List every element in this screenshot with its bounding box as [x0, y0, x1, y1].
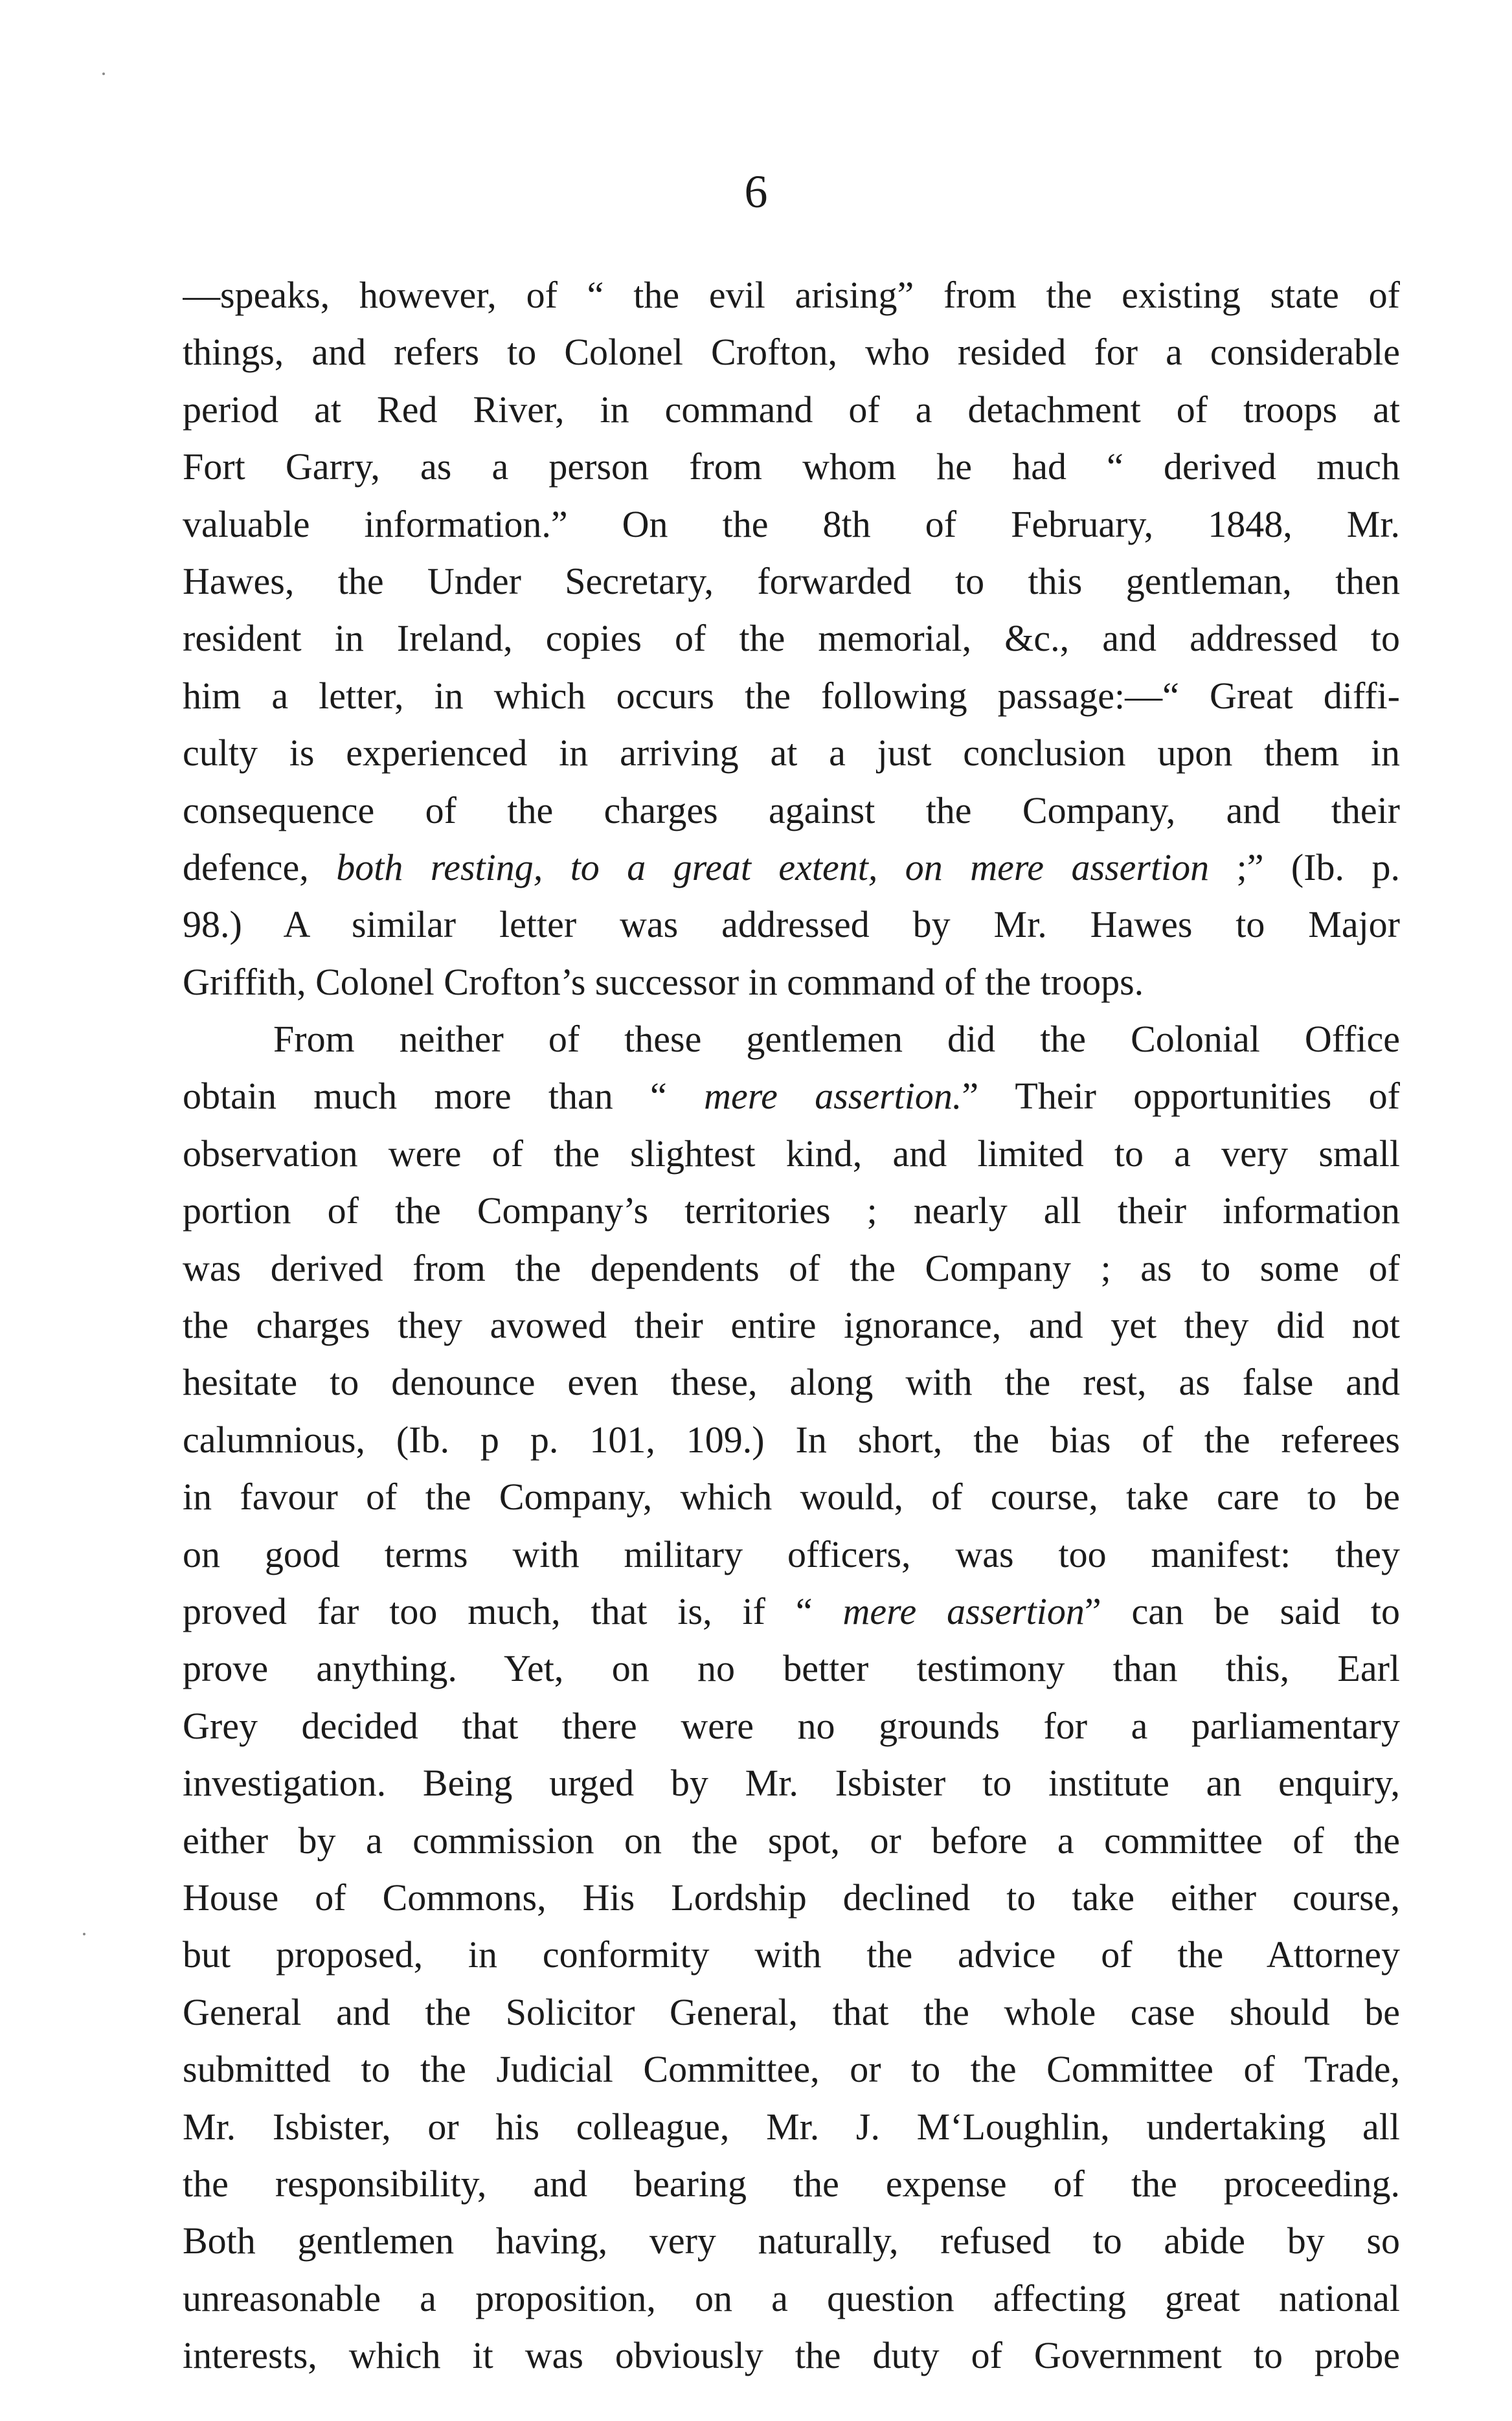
- text-line: hesitate to denounce even these, along with the rest, as false and: [183, 1361, 1400, 1404]
- text-line: him a letter, in which occurs the following passage:—“ Great diffi-: [183, 674, 1400, 717]
- text-line: the responsibility, and bearing the expense of the proceeding.: [183, 2162, 1400, 2205]
- text-line: Griffith, Colonel Crofton’s successor in command of the troops.: [183, 960, 1144, 1003]
- text-line: prove anything. Yet, on no better testimony than this, Earl: [183, 1647, 1400, 1690]
- text-line: interests, which it was obviously the duty of Government to probe: [183, 2334, 1400, 2377]
- text-line: House of Commons, His Lordship declined to take either course,: [183, 1876, 1400, 1919]
- text-line: General and the Solicitor General, that the whole case should be: [183, 1990, 1400, 2033]
- text-line: observation were of the slightest kind, and limited to a very small: [183, 1132, 1400, 1175]
- text-line: defence, both resting, to a great extent, on mere assertion ;” (Ib. p.: [183, 846, 1400, 888]
- stray-mark: [102, 73, 105, 75]
- italic-phrase: mere assertion.: [704, 1075, 962, 1118]
- page-number: 6: [744, 166, 768, 218]
- stray-mark: [83, 1933, 85, 1935]
- text-line: portion of the Company’s territories ; nearly all their information: [183, 1189, 1400, 1232]
- text-line: in favour of the Company, which would, of course, take care to be: [183, 1476, 1400, 1518]
- text-line: things, and refers to Colonel Crofton, who resided for a considerable: [183, 331, 1400, 374]
- text-line: unreasonable a proposition, on a question affecting great national: [183, 2277, 1400, 2319]
- text-line: on good terms with military officers, was too manifest: they: [183, 1533, 1400, 1575]
- text-line: Fort Garry, as a person from whom he had “ derived much: [183, 445, 1400, 488]
- text-line: was derived from the dependents of the Company ; as to some of: [183, 1246, 1400, 1289]
- text-line: proved far too much, that is, if “ mere assertion” can be said to: [183, 1590, 1400, 1632]
- text-line: valuable information.” On the 8th of February, 1848, Mr.: [183, 502, 1400, 545]
- text-line: culty is experienced in arriving at a just conclusion upon them in: [183, 732, 1400, 774]
- text-line: consequence of the charges against the Company, and their: [183, 789, 1400, 831]
- text-line: Mr. Isbister, or his colleague, Mr. J. M‘Loughlin, undertaking all: [183, 2105, 1400, 2148]
- text-line: From neither of these gentlemen did the Colonial Office: [273, 1018, 1400, 1061]
- italic-phrase: mere assertion: [842, 1590, 1085, 1632]
- text-line: investigation. Being urged by Mr. Isbister to institute an enquiry,: [183, 1762, 1400, 1805]
- text-line: period at Red River, in command of a detachment of troops at: [183, 388, 1400, 431]
- text-line: resident in Ireland, copies of the memorial, &c., and addressed to: [183, 617, 1400, 660]
- text-line: calumnious, (Ib. p p. 101, 109.) In short, the bias of the referees: [183, 1418, 1400, 1461]
- text-line: obtain much more than “ mere assertion.” Their opportunities of: [183, 1075, 1400, 1118]
- text-line: Hawes, the Under Secretary, forwarded to this gentleman, then: [183, 559, 1400, 602]
- text-line: but proposed, in conformity with the advice of the Attorney: [183, 1933, 1400, 1976]
- body-text: [183, 267, 1400, 2384]
- text-line: the charges they avowed their entire ignorance, and yet they did not: [183, 1304, 1400, 1347]
- text-line: Both gentlemen having, very naturally, refused to abide by so: [183, 2220, 1400, 2262]
- text-line: submitted to the Judicial Committee, or to the Committee of Trade,: [183, 2048, 1400, 2091]
- text-line: either by a commission on the spot, or before a committee of the: [183, 1819, 1400, 1862]
- italic-phrase: both resting, to a great extent, on mere assertion: [336, 846, 1210, 888]
- text-line: —speaks, however, of “ the evil arising” from the existing state of: [183, 274, 1400, 316]
- text-line: 98.) A similar letter was addressed by Mr. Hawes to Major: [183, 903, 1400, 946]
- text-line: Grey decided that there were no grounds for a parliamentary: [183, 1704, 1400, 1747]
